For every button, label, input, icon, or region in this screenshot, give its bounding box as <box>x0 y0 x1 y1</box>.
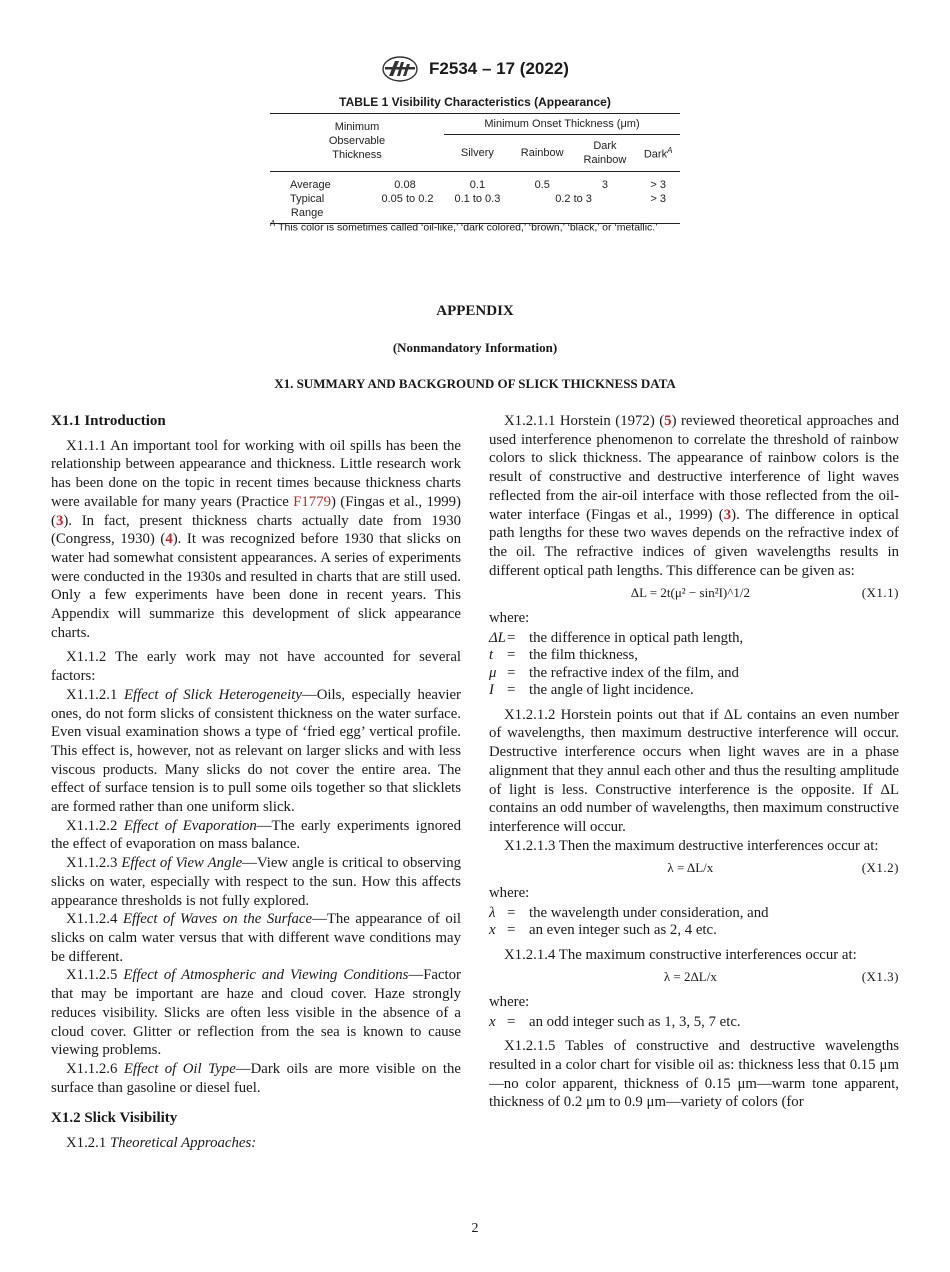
reference-link-4[interactable]: 4 <box>165 531 173 548</box>
page-header <box>0 56 950 82</box>
header-silvery: Silvery <box>460 147 494 159</box>
paragraph-x1-1-2-4: X1.1.2.4 Effect of Waves on the Surface—The appearance of oil slicks on calm water versus that with different wave conditions may be different. <box>51 911 461 965</box>
section-heading-slick-visibility: X1.2 Slick Visibility <box>51 1110 178 1127</box>
equation-number: (X1.3) <box>861 969 899 985</box>
appendix-title: APPENDIX <box>436 303 514 319</box>
paragraph-x1-2-1-2: X1.2.1.2 Horstein points out that if ΔL contains an even number of wavelengths, then maximum destructive interference will occur. Destructive interference occurs when light waves are in a phase alignment that they annul each other and thus the resulting amplitude of light is less. Constructive interference is the opposite. If ΔL contains an odd number of wavelengths, then maximum constructive interference will occur. <box>489 706 899 835</box>
header-min-onset: Minimum Onset Thickness (μm) <box>444 114 680 135</box>
variable-list <box>489 905 899 940</box>
header-rainbow: Rainbow <box>520 147 564 159</box>
paragraph-x1-2-1: X1.2.1 Theoretical Approaches: <box>66 1135 257 1152</box>
paragraph-x1-1-2-3: X1.1.2.3 Effect of View Angle—View angle is critical to observing slicks on water, especially with respect to the sun. How this affects appearance thresholds is not fully explored. <box>51 855 461 909</box>
equation-formula: λ = 2ΔL/x <box>663 969 717 985</box>
variable-row: ΔL = the difference in optical path length, <box>489 629 744 646</box>
equation-number: (X1.1) <box>861 585 899 601</box>
paragraph-x1-1-2-6: X1.1.2.6 Effect of Oil Type—Dark oils are more visible on the surface than gasoline or diesel fuel. <box>51 1060 462 1096</box>
variable-row: x = an odd integer such as 1, 3, 5, 7 etc. <box>489 1013 741 1030</box>
right-column <box>489 412 899 1112</box>
table-row: Typical Range 0.05 to 0.2 0.1 to 0.3 0.2 to 3 > 3 <box>270 192 680 224</box>
equation-number: (X1.2) <box>861 860 899 876</box>
equation-x1-3 <box>489 968 899 987</box>
table-footnote: $^A$ This color is sometimes called ‘oil-like,’ ‘dark colored,’ ‘brown,’ ‘black,’ or ‘metallic.’ <box>270 219 658 234</box>
where-label: where: <box>489 885 530 902</box>
page-number: 2 <box>471 1221 479 1236</box>
equation-formula: λ = ΔL/x <box>667 860 714 876</box>
table-caption: TABLE 1 Visibility Characteristics (Appearance) <box>339 95 611 109</box>
paragraph-x1-2-1-5: X1.2.1.5 Tables of constructive and destructive wavelengths resulted in a color chart for visible oil as: thickness less that 0.15 μm—no color apparent, thickness of 0.15 μm—warm tone apparent, thickness of 0.2 μm to 0.9 μm—variety of colors (for <box>489 1038 899 1111</box>
equation-formula: ΔL = 2t(μ² − sin²I)^1/2 <box>630 585 750 601</box>
equation-x1-1 <box>489 584 899 603</box>
visibility-table <box>270 113 680 224</box>
variable-row: I = the angle of light incidence. <box>489 682 694 699</box>
equation-x1-2 <box>489 859 899 878</box>
variable-row: λ = the wavelength under consideration, and <box>489 904 769 921</box>
reference-link-3[interactable]: 3 <box>723 506 732 523</box>
paragraph-x1-2-1-4: X1.2.1.4 The maximum constructive interferences occur at: <box>504 946 857 963</box>
variable-row: x = an even integer such as 2, 4 etc. <box>489 922 717 939</box>
paragraph-x1-2-1-1: X1.2.1.1 Horstein (1972) (5) reviewed theoretical approaches and used interference phenomenon to correlate the threshold of rainbow colors to slick thickness. The appearance of rainbow colors is the result of constructive and destructive interference of light waves reflected from the air-oil interface with those reflected from the oil-water interface (Fingas et al., 1999) (3). The difference in optical path lengths for these two waves depends on the refractive index of the oil. The refractive indices of given wavelengths results in different optical path lengths. This difference can be given as: <box>489 413 899 579</box>
paragraph-x1-1-1: X1.1.1 An important tool for working with oil spills has been the relationship between appearance and thickness. Little research work has been done on the topic in recent times because thickness charts were available for many years (Practice F1779) (Fingas et al., 1999) (3). In fact, present thickness charts actually date from 1930 (Congress, 1930) (4). It was recognized before 1930 that slicks on water had somewhat consistent appearances. A series of experiments were conducted in the 1930s and resulted in charts that are still used. Only a few experiments have been done in recent years. This Appendix will summarize this development of slick appearance charts. <box>51 437 461 641</box>
where-label: where: <box>489 610 530 627</box>
appendix-section-title: X1. SUMMARY AND BACKGROUND OF SLICK THICKNESS DATA <box>274 376 676 391</box>
variable-list <box>489 630 899 700</box>
appendix-subtitle: (Nonmandatory Information) <box>392 340 558 355</box>
paragraph-x1-1-2: X1.1.2 The early work may not have accounted for several factors: <box>51 649 461 685</box>
paragraph-x1-1-2-1: X1.1.2.1 Effect of Slick Heterogeneity—Oils, especially heavier ones, do not form slicks of consistent thickness on the water surface. Even visual examination shows a type of ‘fried egg’ vertical profile. This effect is, however, not as relevant on larger slicks and with less viscous products. Many slicks do not cover the entire area. The effect of surface tension is to pull some oils together so that slicklets are formed rather than one uniform slick. <box>51 686 461 816</box>
header-dark-rainbow: Dark Rainbow <box>583 140 627 166</box>
paragraph-x1-2-1-3: X1.2.1.3 Then the maximum destructive interferences occur at: <box>504 837 879 854</box>
header-min-observable: Minimum Observable Thickness <box>270 114 444 172</box>
document-designation: F2534 – 17 (2022) <box>429 59 569 78</box>
reference-link-5[interactable]: 5 <box>664 413 672 429</box>
header-dark: Dark$^A$ <box>643 146 673 161</box>
astm-logo-icon <box>381 56 419 82</box>
section-heading-introduction: X1.1 Introduction <box>51 413 166 429</box>
paragraph-x1-1-2-5: X1.1.2.5 Effect of Atmospheric and Viewing Conditions—Factor that may be important are haze and cloud cover. Haze strongly reduces visibility. Slicks are often less visible in the absence of a cloud cover. Glitter or reflection from the sea is known to cause viewing problems. <box>51 967 461 1059</box>
reference-link-3[interactable]: 3 <box>55 512 64 529</box>
variable-list <box>489 1014 899 1032</box>
table-row: Average 0.08 0.1 0.5 3 > 3 <box>290 179 666 191</box>
variable-row: μ = the refractive index of the film, and <box>489 664 739 681</box>
where-label: where: <box>489 994 530 1011</box>
reference-link-f1779[interactable]: F1779 <box>293 493 331 510</box>
variable-row: t = the film thickness, <box>489 647 638 664</box>
left-column <box>51 412 461 1153</box>
paragraph-x1-1-2-2: X1.1.2.2 Effect of Evaporation—The early experiments ignored the effect of evaporation on mass balance. <box>51 817 461 853</box>
